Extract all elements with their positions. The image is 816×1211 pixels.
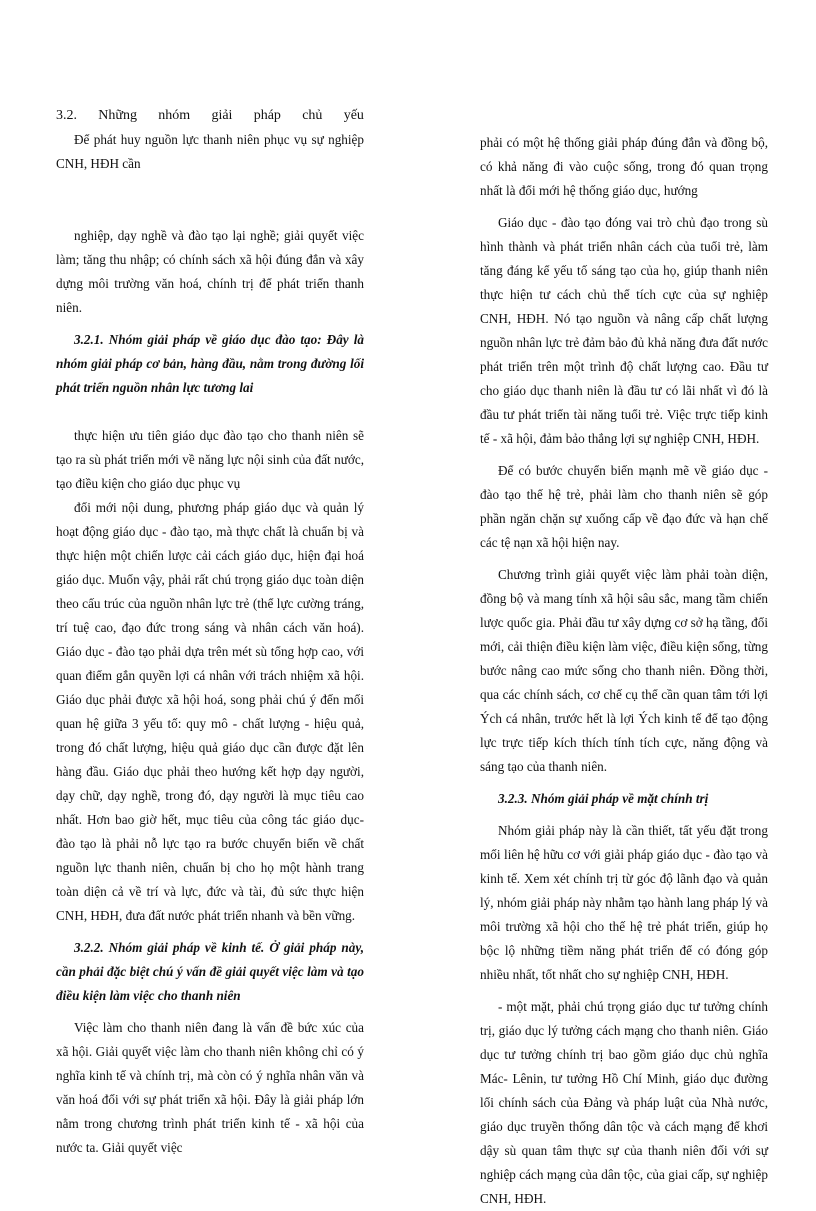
paragraph: Chương trình giải quyết việc làm phải toàn diện, đồng bộ và mang tính xã hội sâu sắc, mang tầm chiến lược quốc gia. Phải đầu tư xây dựng cơ sở hạ tầng, đổi mới, cải thiện điều kiện làm việc, điều kiện sống, từng bước nâng cao mức sống cho thanh niên. Đồng thời, qua các chính sách, cơ chế cụ thể cần quan tâm tới lợi Ých cá nhân, trước hết là lợi Ých kinh tế để tạo động lực trực tiếp kích thích tính tích cực, năng động và sáng tạo của thanh niên. bbox=[480, 567, 768, 774]
title-word: giải bbox=[211, 108, 233, 123]
paragraph: Việc làm cho thanh niên đang là vấn đề bức xúc của xã hội. Giải quyết việc làm cho thanh niên không chỉ có ý nghĩa kinh tế và chính trị, mà còn có ý nghĩa nhân văn và văn hoá đối với sự phát triển xã hội. Đây là giải pháp lớn nằm trong chương trình phát triển kinh tế - xã hội của nước ta. Giải quyết việc bbox=[56, 1020, 364, 1155]
paragraph: nghiệp, dạy nghề và đào tạo lại nghề; giải quyết việc làm; tăng thu nhập; có chính sách xã hội đúng đắn và xây dựng môi trường văn hoá, chính trị để phát triển thanh niên. bbox=[56, 228, 364, 315]
subsection-heading: 3.2.1. Nhóm giải pháp về giáo dục đào tạo: Đây là nhóm giải pháp cơ bản, hàng đầu, nằm trong đường lối phát triển nguồn nhân lực tương lai bbox=[56, 332, 364, 395]
paragraph: thực hiện ưu tiên giáo dục đào tạo cho thanh niên sẽ tạo ra sù phát triển mới về năng lực nội sinh của đất nước, tạo điều kiện cho giáo dục phục vụ bbox=[56, 428, 364, 491]
left-column bbox=[56, 104, 364, 1160]
paragraph: - một mặt, phải chú trọng giáo dục tư tưởng chính trị, giáo dục lý tưởng cách mạng cho thanh niên. Giáo dục tư tưởng chính trị bao gồm giáo dục chủ nghĩa Mác- Lênin, tư tưởng Hồ Chí Minh, giáo dục đường lối chính sách của Đảng và pháp luật của Nhà nước, giáo dục truyền thống dân tộc và cách mạng để khơi dậy sù quan tâm thực sự của thanh niên đối với sự nghiệp cách mạng của dân tộc, của giai cấp, sự nghiệp CNH, HĐH. bbox=[480, 999, 768, 1206]
title-word: yếu bbox=[343, 108, 364, 123]
title-word: nhóm bbox=[158, 108, 191, 123]
paragraph: Giáo dục - đào tạo đóng vai trò chủ đạo trong sù hình thành và phát triển nhân cách của tuổi trẻ, làm tăng đáng kể yếu tố sáng tạo của họ, giúp thanh niên thực hiện tư cách chủ thể tích cực của sự nghiệp CNH, HĐH. Nó tạo nguồn và nâng cấp chất lượng nguồn nhân lực trẻ đảm bảo đủ khả năng đưa đất nước phát triển trên một trình độ chất lượng cao. Đầu tư cho giáo dục thanh niên là đầu tư có lãi nhất vì đó là đầu tư phát triển tài năng tuổi trẻ. Việc trực tiếp kinh tế - xã hội, đảm bảo thắng lợi sự nghiệp CNH, HĐH. bbox=[480, 215, 768, 446]
paragraph: phải có một hệ thống giải pháp đúng đắn và đồng bộ, có khả năng đi vào cuộc sống, trong đó quan trọng nhất là đổi mới hệ thống giáo dục, hướng bbox=[480, 135, 768, 198]
title-word: 3.2. bbox=[56, 108, 77, 123]
subsection-heading: 3.2.2. Nhóm giải pháp về kinh tế. Ở giải pháp này, cần phải đặc biệt chú ý vấn đề giải quyết việc làm và tạo điều kiện làm việc cho thanh niên bbox=[56, 940, 364, 1003]
title-word: Những bbox=[98, 108, 137, 123]
section-title bbox=[56, 104, 364, 128]
subsection-heading: 3.2.3. Nhóm giải pháp về mặt chính trị bbox=[498, 791, 709, 806]
paragraph: Nhóm giải pháp này là cần thiết, tất yếu đặt trong mối liên hệ hữu cơ với giải pháp giáo dục - đào tạo và kinh tế. Xem xét chính trị từ góc độ lãnh đạo và quản lý, nhóm giải pháp này nhằm tạo hành lang pháp lý và môi trường xã hội cho thế hệ trẻ phát triển, giúp họ bộc lộ những tiềm năng phát triển để có đóng góp nhiều nhất, tốt nhất cho sự nghiệp CNH, HĐH. bbox=[480, 823, 768, 982]
paragraph: đổi mới nội dung, phương pháp giáo dục và quản lý hoạt động giáo dục - đào tạo, mà thực chất là chuẩn bị và thực hiện một chiến lược cải cách giáo dục, hiện đại hoá giáo dục. Muốn vậy, phải rất chú trọng giáo dục toàn diện theo cấu trúc của nguồn nhân lực trẻ (thể lực cường tráng, trí tuệ cao, đạo đức trong sáng và nhân cách văn hoá). Giáo dục - đào tạo phải dựa trên mét sù tổng hợp cao, với quan điểm gắn quyền lợi cá nhân với trách nhiệm xã hội. Giáo dục phải được xã hội hoá, song phải chú ý đến mối quan hệ giữa 3 yếu tố: quy mô - chất lượng - hiệu quả, trong đó chất lượng, hiệu quả giáo dục cần được đặt lên hàng đầu. Giáo dục phải theo hướng kết hợp dạy người, dạy chữ, dạy nghề, trong đó, dạy người là mục tiêu cao nhất. Hơn bao giờ hết, mục tiêu của công tác giáo dục- đào tạo là phải nỗ lực tạo ra bước chuyển biến về chất nguồn lực thanh niên, chuẩn bị cho họ một hành trang toàn diện cả về trí và lực, đức và tài, đủ sức thực hiện CNH, HĐH, đưa đất nước phát triển nhanh và bền vững. bbox=[56, 500, 364, 923]
right-column bbox=[480, 131, 768, 1211]
title-word: pháp bbox=[253, 108, 281, 123]
paragraph: Để phát huy nguồn lực thanh niên phục vụ sự nghiệp CNH, HĐH cần bbox=[56, 132, 364, 171]
title-word: chủ bbox=[302, 108, 323, 123]
paragraph: Để có bước chuyển biến mạnh mẽ về giáo dục - đào tạo thế hệ trẻ, phải làm cho thanh niên sẽ góp phần ngăn chặn sự xuống cấp về đạo đức và hạn chế các tệ nạn xã hội hiện nay. bbox=[480, 463, 768, 550]
